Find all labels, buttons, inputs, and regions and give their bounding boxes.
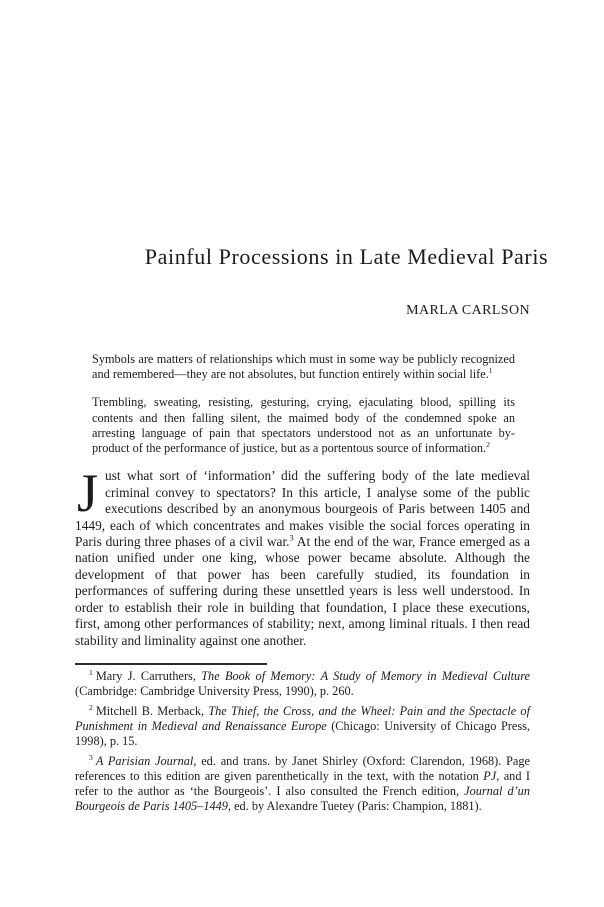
footnote-3: $^3$ A Parisian Journal, ed. and trans. by Janet Shirley (Oxford: Clarendon, 1968). Page references to this edition are given parenthetically in the text, with the notation PJ, and I refer to the author as ‘the Bourgeois’. I also consulted the French edition, Journal d’un Bourgeois de Paris 1405–1449, ed. by Alexandre Tuetey (Paris: Champion, 1881). bbox=[75, 752, 530, 814]
author-name: MARLA CARLSON bbox=[406, 303, 530, 318]
drop-cap: J bbox=[77, 463, 99, 524]
body-paragraph bbox=[75, 463, 531, 649]
page-title: Painful Processions in Late Medieval Paris bbox=[144, 244, 549, 269]
epigraph-quote-2: Trembling, sweating, resisting, gesturing, crying, ejaculating blood, spilling its contents and then falling silent, the maimed body of the condemned spoke an arresting language of pain that spectators understood not as an unfortunate by-product of the performance of justice, but as a portentous source of information.$^2$ bbox=[92, 395, 515, 456]
footnote-2: $^2$ Mitchell B. Merback, The Thief, the Cross, and the Wheel: Pain and the Spectacle of Punishment in Medieval and Renaissance Europe (Chicago: University of Chicago Press, 1998), p. 15. bbox=[75, 702, 530, 748]
footnote-separator-rule bbox=[75, 663, 267, 665]
epigraph-quote-1: Symbols are matters of relationships which must in some way be publicly recognized and remembered—they are not absolutes, but function entirely within social life.$^1$ bbox=[92, 352, 515, 382]
footnote-1: $^1$ Mary J. Carruthers, The Book of Memory: A Study of Memory in Medieval Culture (Cambridge: Cambridge University Press, 1990), p. 260. bbox=[75, 667, 530, 698]
body-text: ust what sort of ‘information’ did the suffering body of the late medieval criminal convey to spectators? In this article, I analyse some of the public executions described by an anonymous bourgeois of Paris between 1405 and 1449, each of which concentrates and makes visible the social forces operating in Paris during three phases of a civil war.$^3$ At the end of the war, France emerged as a nation unified under one king, whose power became absolute. Although the development of that power has been carefully studied, its foundation in performances of suffering during these unsettled years is less well understood. In order to establish their role in building that foundation, I place these executions, first, among other performances of stability; next, among liminal rituals. I then read stability and liminality against one another. bbox=[75, 468, 531, 648]
